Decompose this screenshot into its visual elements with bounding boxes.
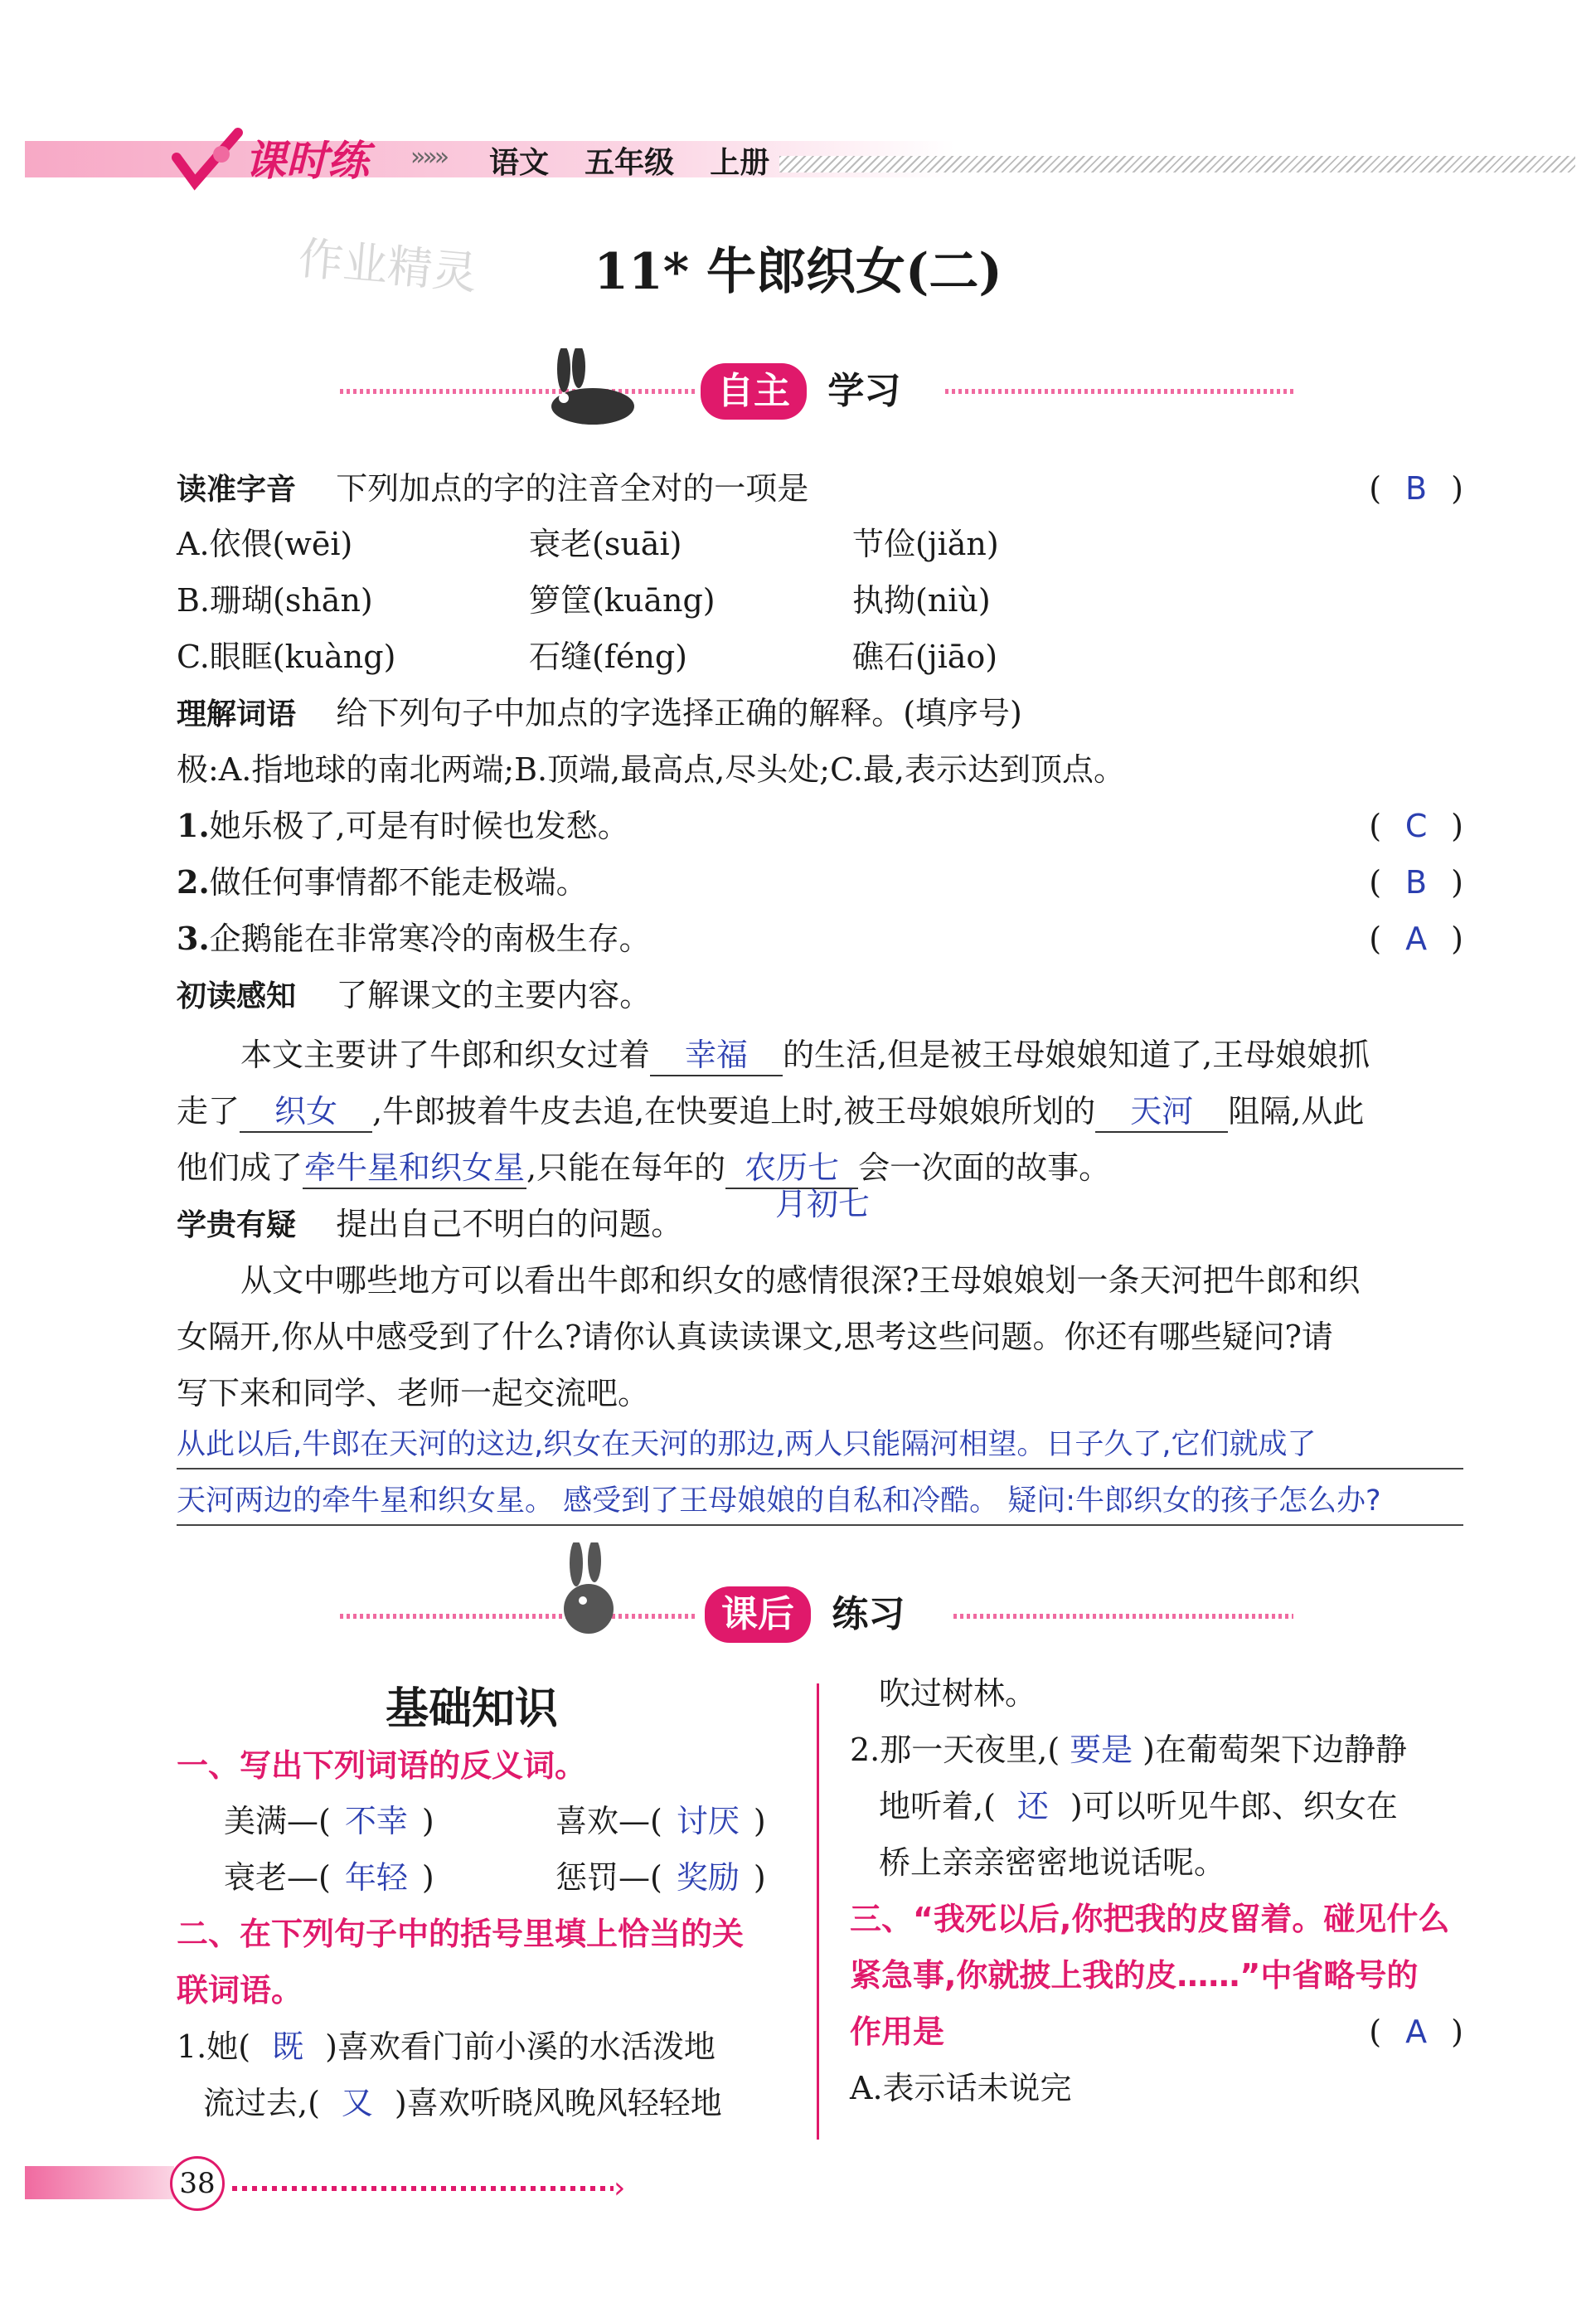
option-cell: 礁石(jiāo)	[852, 639, 998, 675]
q2-item-1-line-3: 吹过树林。	[879, 1675, 1037, 1712]
q-words-item-2	[177, 862, 588, 902]
sentence-text: )在葡萄架下边静静	[1142, 1732, 1407, 1768]
q3-title-1: 三、“我死以后,你把我的皮留着。碰见什么	[850, 1901, 1450, 1937]
option-cell: A.依偎(wēi)	[177, 526, 353, 562]
q-label: 学贵有疑	[177, 1208, 297, 1242]
option-cell: 节俭(jiǎn)	[852, 526, 999, 562]
option-cell: 执拗(niù)	[852, 582, 991, 619]
blank-date-continued: 月初七	[775, 1186, 871, 1222]
antonym-pair: 惩罚—( 奖励 )	[555, 1859, 766, 1896]
sentence-text: )可以听见牛郎、织女在	[1070, 1788, 1398, 1824]
reading-text: ,牛郎披着牛皮去追,在快要追上时,被王母娘娘所划的	[372, 1093, 1096, 1129]
q2-item-1-line-1	[177, 2027, 716, 2067]
q-prompt: 下列加点的字的注音全对的一项是	[336, 470, 809, 507]
reading-text: 走了	[177, 1093, 240, 1129]
q-label: 读准字音	[177, 473, 297, 507]
q2-item-2-line-1	[850, 1730, 1407, 1770]
q3-title-3: 作用是	[850, 2014, 945, 2050]
option-cell: 衰老(suāi)	[529, 526, 682, 562]
q2-item-2-line-2	[879, 1786, 1398, 1826]
answer-box: ( A )	[1369, 921, 1463, 957]
header-chevrons: »»»	[410, 143, 447, 172]
q-reading-line-3	[177, 1148, 1110, 1189]
q-reading-prompt	[177, 975, 651, 1017]
q-reading-line-1	[240, 1035, 1370, 1076]
header-subject: 语文	[489, 146, 550, 180]
q-pronunciation-prompt	[177, 469, 808, 510]
answer-rule	[177, 1468, 1463, 1469]
reading-text: 会一次面的故事。	[858, 1149, 1111, 1186]
section-label: 练习	[832, 1593, 905, 1635]
lesson-title: 11* 牛郎织女(二)	[594, 243, 1002, 301]
sentence-text: 地听着,(	[879, 1788, 996, 1824]
antonym-answer: 不幸	[344, 1803, 408, 1839]
q1-title: 一、写出下列词语的反义词。	[177, 1747, 587, 1784]
footer-band	[25, 2166, 174, 2199]
answer: C	[1404, 808, 1428, 844]
section-badge: 课后	[705, 1586, 811, 1643]
q3-option-a: A.表示话未说完	[850, 2070, 1072, 2106]
connective-answer: 既	[272, 2028, 304, 2065]
watermark: 作业精灵	[296, 231, 479, 300]
rabbit-icon	[543, 1542, 634, 1645]
handwritten-answer-1: 从此以后,牛郎在天河的这边,织女在天河的那边,两人只能隔河相望。日子久了,它们就成了	[177, 1428, 1317, 1461]
q-prompt: 了解课文的主要内容。	[336, 977, 652, 1013]
q3-title-2: 紧急事,你就披上我的皮……”中省略号的	[850, 1957, 1419, 1994]
answer: A	[1405, 921, 1428, 957]
reading-text: 的生活,但是被王母娘娘知道了,王母娘娘抓	[783, 1037, 1370, 1073]
q-question-paragraph-3: 写下来和同学、老师一起交流吧。	[177, 1375, 650, 1411]
antonym-pair: 衰老—( 年轻 )	[224, 1859, 434, 1896]
connective-answer: 还	[1016, 1788, 1049, 1824]
answer: A	[1405, 2014, 1428, 2050]
connective-answer: 要是	[1070, 1732, 1133, 1768]
antonym-pair: 喜欢—( 讨厌 )	[555, 1803, 766, 1839]
option-cell: B.珊瑚(shān)	[177, 582, 373, 619]
blank-stars: 牵牛星和织女星	[303, 1148, 526, 1189]
answer-box: ( C )	[1369, 808, 1463, 844]
q2-item-2-line-3: 桥上亲亲密密地说话呢。	[879, 1844, 1226, 1881]
item-num: 2.	[177, 863, 210, 901]
answer: B	[1405, 470, 1428, 507]
answer: B	[1405, 864, 1428, 901]
q-words-prompt	[177, 693, 1022, 735]
sentence-text: )喜欢听晓风晚风轻轻地	[394, 2085, 722, 2121]
q-reading-line-2	[177, 1091, 1364, 1133]
q2-item-1-line-2	[203, 2083, 722, 2123]
q2-title-1: 二、在下列句子中的括号里填上恰当的关	[177, 1916, 745, 1952]
item-text: 企鹅能在非常寒冷的南极生存。	[209, 921, 651, 957]
q-prompt: 给下列句子中加点的字选择正确的解释。(填序号)	[336, 695, 1022, 731]
answer-box: ( B )	[1369, 470, 1463, 507]
header-meta	[489, 139, 769, 182]
antonym-word: 美满—(	[224, 1803, 331, 1839]
antonym-answer: 讨厌	[676, 1803, 740, 1839]
q-label: 初读感知	[177, 979, 297, 1013]
rabbit-icon	[531, 348, 655, 443]
section-title-self-study	[701, 361, 900, 420]
q2-title-2: 联词语。	[177, 1972, 303, 2009]
blank-weaver: 织女	[240, 1091, 372, 1133]
item-text: 做任何事情都不能走极端。	[209, 864, 588, 901]
header-stripes	[779, 156, 1575, 172]
answer-rule	[177, 1524, 1463, 1526]
column-divider	[817, 1683, 819, 2140]
section-label: 学习	[827, 370, 901, 412]
antonym-word: 喜欢—(	[555, 1803, 662, 1839]
blank-happy: 幸福	[650, 1035, 783, 1076]
q-prompt: 提出自己不明白的问题。	[336, 1206, 683, 1242]
sentence-text: )喜欢看门前小溪的水活泼地	[325, 2028, 716, 2065]
brand-name: 课时练	[245, 137, 369, 185]
section-badge: 自主	[701, 363, 807, 420]
answer-box: ( B )	[1369, 864, 1463, 901]
header-volume: 上册	[710, 146, 770, 180]
q-question-paragraph-2: 女隔开,你从中感受到了什么?请你认真读读课文,思考这些问题。你还有哪些疑问?请	[177, 1319, 1333, 1355]
page-number: 38	[179, 2167, 216, 2200]
sentence-text: 1.她(	[177, 2028, 251, 2065]
option-cell: 石缝(féng)	[529, 639, 688, 675]
q-words-definition: 极:A.指地球的南北两端;B.顶端,最高点,尽头处;C.最,表示达到顶点。	[177, 751, 1125, 788]
header-grade: 五年级	[585, 146, 675, 180]
reading-text: ,只能在每年的	[526, 1149, 726, 1186]
answer-box: ( A )	[1369, 2014, 1463, 2050]
q-question-prompt	[177, 1204, 682, 1246]
item-num: 3.	[177, 920, 210, 957]
sentence-text: 流过去,(	[203, 2085, 320, 2121]
basics-heading: 基础知识	[386, 1683, 559, 1734]
blank-river: 天河	[1095, 1091, 1228, 1133]
q-label: 理解词语	[177, 697, 297, 731]
reading-text: 他们成了	[177, 1149, 303, 1186]
item-num: 1.	[177, 807, 210, 844]
page-number-circle	[170, 2156, 225, 2211]
brand-logo	[170, 124, 369, 191]
q-question-paragraph-1: 从文中哪些地方可以看出牛郎和织女的感情很深?王母娘娘划一条天河把牛郎和织	[240, 1262, 1361, 1299]
antonym-pair: 美满—( 不幸 )	[224, 1803, 434, 1839]
antonym-word: 衰老—(	[224, 1859, 331, 1896]
antonym-answer: 奖励	[676, 1859, 740, 1896]
reading-text: 本文主要讲了牛郎和织女过着	[240, 1037, 651, 1073]
option-cell: C.眼眶(kuàng)	[177, 639, 396, 675]
checkmark-logo-icon	[170, 124, 245, 191]
item-text: 她乐极了,可是有时候也发愁。	[209, 808, 629, 844]
reading-text: 阻隔,从此	[1228, 1093, 1365, 1129]
option-cell: 箩筐(kuāng)	[529, 582, 716, 619]
antonym-answer: 年轻	[344, 1859, 408, 1896]
section-title-practice	[705, 1584, 905, 1643]
q-words-item-1	[177, 806, 629, 846]
sentence-text: 2.那一天夜里,(	[850, 1732, 1060, 1768]
q-words-item-3	[177, 919, 651, 959]
blank-date: 农历七	[725, 1148, 858, 1189]
handwritten-answer-2: 天河两边的牵牛星和织女星。 感受到了王母娘娘的自私和冷酷。 疑问:牛郎织女的孩子怎么办?	[177, 1484, 1381, 1518]
connective-answer: 又	[341, 2085, 373, 2121]
antonym-word: 惩罚—(	[555, 1859, 662, 1896]
footer-dots	[232, 2186, 614, 2191]
footer-arrow: ›	[614, 2171, 626, 2205]
